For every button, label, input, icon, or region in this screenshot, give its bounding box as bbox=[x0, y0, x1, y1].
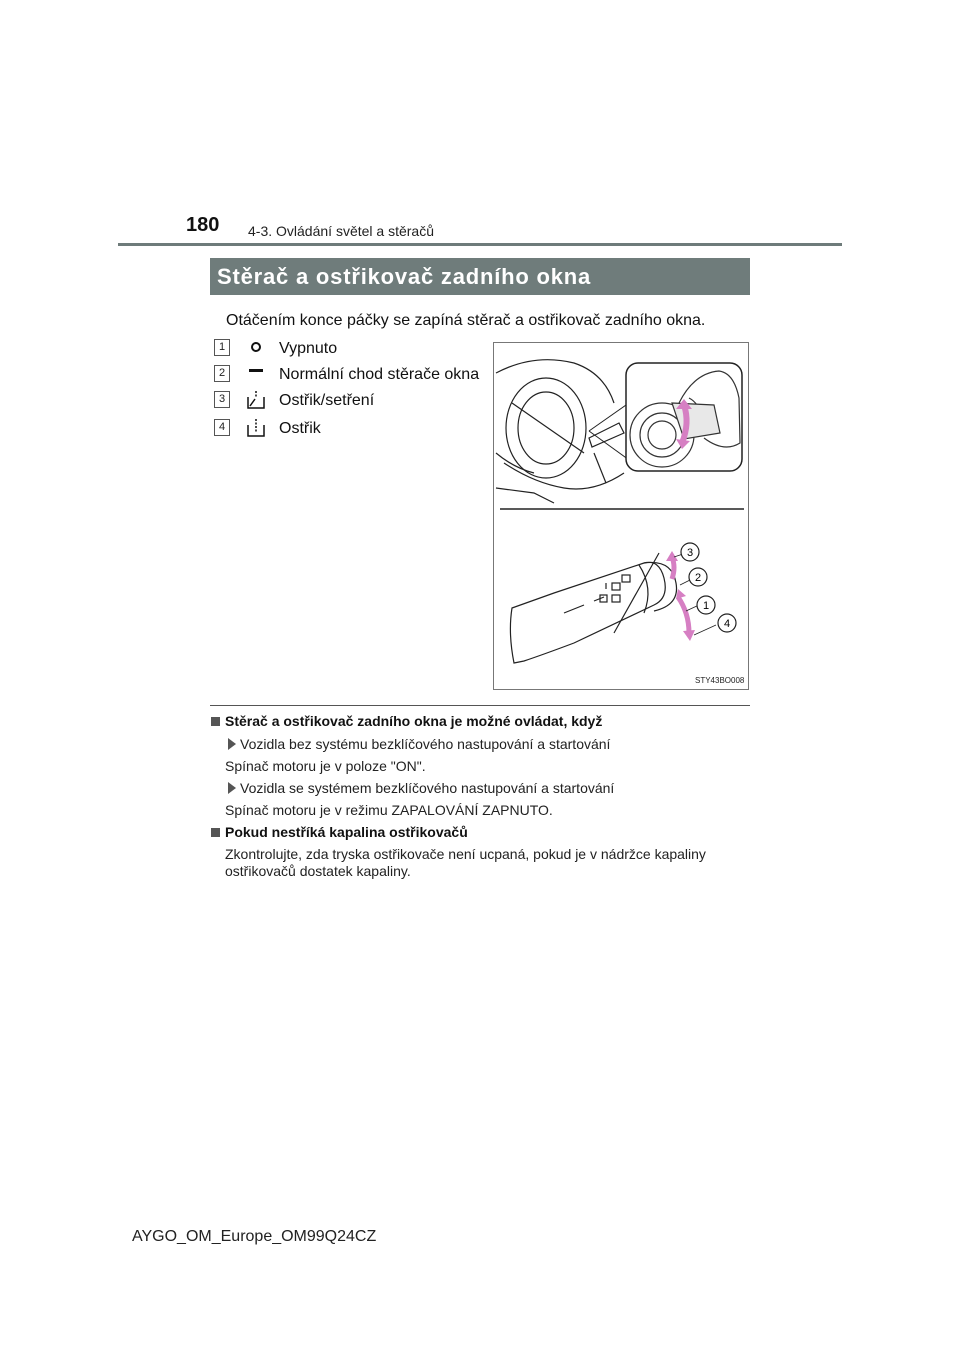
position-number-4: 4 bbox=[214, 419, 230, 436]
square-bullet-icon bbox=[211, 828, 220, 837]
position-number-3: 3 bbox=[214, 391, 230, 408]
intro-text: Otáčením konce páčky se zapíná stěrač a ostřikovač zadního okna. bbox=[226, 312, 706, 329]
callout-2: 2 bbox=[694, 572, 702, 584]
callout-3: 3 bbox=[686, 547, 694, 559]
steering-wheel-sketch bbox=[496, 360, 624, 503]
triangle-bullet-icon bbox=[228, 782, 236, 794]
note-text-3: Zkontrolujte, zda tryska ostřikovače není ucpaná, pokud je v nádržce kapaliny bbox=[225, 846, 706, 862]
note-text-4: ostřikovačů dostatek kapaliny. bbox=[225, 863, 411, 879]
note-sub-1: Vozidla bez systému bezklíčového nastupování a startování bbox=[240, 736, 611, 752]
header-divider bbox=[118, 243, 842, 246]
wiper-illustration-drawing bbox=[494, 343, 748, 689]
note-sub-2: Vozidla se systémem bezklíčového nastupování a startování bbox=[240, 780, 615, 796]
position-number-2: 2 bbox=[214, 365, 230, 382]
note-heading-1: Stěrač a ostřikovač zadního okna je možné ovládat, když bbox=[225, 713, 603, 729]
lever-sketch bbox=[510, 553, 676, 663]
triangle-bullet-icon bbox=[228, 738, 236, 750]
position-number-1: 1 bbox=[214, 339, 230, 356]
section-breadcrumb: 4-3. Ovládání světel a stěračů bbox=[248, 223, 434, 239]
document-footer: AYGO_OM_Europe_OM99Q24CZ bbox=[132, 1228, 377, 1245]
callout-1: 1 bbox=[702, 600, 710, 612]
wiper-illustration bbox=[493, 342, 749, 690]
washer-wipe-icon bbox=[245, 389, 267, 411]
wipe-bar-icon bbox=[245, 363, 267, 385]
position-label-2: Normální chod stěrače okna bbox=[279, 366, 480, 383]
notes-divider bbox=[210, 705, 750, 706]
position-label-1: Vypnuto bbox=[279, 340, 338, 357]
position-label-3: Ostřik/setření bbox=[279, 392, 375, 409]
note-text-1: Spínač motoru je v poloze "ON". bbox=[225, 758, 426, 774]
position-label-4: Ostřik bbox=[279, 420, 321, 437]
callout-4: 4 bbox=[723, 618, 731, 630]
washer-icon bbox=[245, 417, 267, 439]
figure-code: STY43BO008 bbox=[695, 676, 745, 685]
off-circle-icon bbox=[245, 337, 267, 359]
section-title: Stěrač a ostřikovač zadního okna bbox=[210, 258, 750, 295]
square-bullet-icon bbox=[211, 717, 220, 726]
page-number: 180 bbox=[186, 214, 220, 236]
note-text-2: Spínač motoru je v režimu ZAPALOVÁNÍ ZAPNUTO. bbox=[225, 802, 553, 818]
note-heading-2: Pokud nestříká kapalina ostřikovačů bbox=[225, 824, 468, 840]
